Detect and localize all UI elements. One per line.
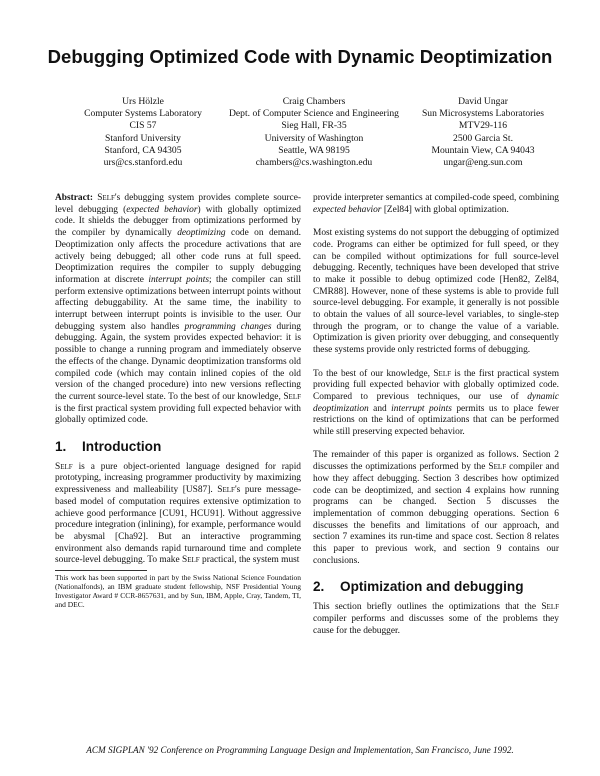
body-paragraph: The remainder of this paper is organized as follows. Section 2 discusses the optimizations performed by the Self compiler and how they affect debugging. Section 3 describes how optimized code can be deoptimized, and section 4 explains how running programs can be changed. Section 5 discusses the implementation of common debugging operations. Section 6 discusses the benefits and limitations of our approach, and section 7 examines its run-time and space cost. Section 8 relates this paper to previous work, and section 9 contains our conclusions.: [313, 450, 560, 566]
author-email: urs@cs.stanford.edu: [103, 157, 183, 169]
author-address: 2500 Garcia St.: [453, 132, 513, 144]
author-email: chambers@cs.washington.edu: [255, 157, 373, 169]
author-affiliation: Computer Systems Laboratory: [84, 108, 202, 120]
intro-paragraph: Self is a pure object-oriented language designed for rapid prototyping, increasing programmer productivity by maximizing expressiveness and malleability [US87]. Self's pure message-based model of computation requires extensive optimization to achieve good performance [CU91, HCU91]. Without aggressive procedure integration (inlining), for example, performance would be abysmal [Cha92]. But an interactive programming environment also demands rapid turnaround time and complete source-level debugging. To make Self practical, the system must: [55, 461, 301, 566]
self-name: Self: [182, 555, 200, 566]
author-address: Sieg Hall, FR-35: [281, 120, 347, 132]
author-affiliation: Dept. of Computer Science and Engineering: [229, 108, 399, 120]
body-paragraph: This section briefly outlines the optimizations that the Self compiler performs and discusses some of the problems they cause for the debugger.: [313, 602, 559, 636]
author-email: ungar@eng.sun.com: [443, 157, 523, 169]
author-address: University of Washington: [264, 132, 364, 144]
self-name: Self: [488, 462, 507, 473]
author-address: MTV29-116: [458, 120, 508, 132]
body-paragraph: provide interpreter semantics at compiled-code speed, combining expected behavior [Zel84] with global optimization.: [313, 193, 559, 215]
author-name: Craig Chambers: [282, 96, 346, 107]
body-paragraph: Most existing systems do not support the debugging of optimized code. Programs can either be optimized for full speed, or they can be compiled without optimizations for full source-level debugging. Recently, techniques have been developed that strive to make it possible to debug optimized code [Hen82, Zel84, CMR88]. However, none of these systems is able to provide full source-level debugging. For example, it generally is not possible to obtain the values of all source-level variables, to single-step through the program, or to change the value of a variable. Optimization is given priority over debugging, and consequently these systems provide only restricted forms of debugging.: [313, 228, 559, 356]
author-address: Stanford University: [105, 132, 181, 144]
author-address: Mountain View, CA 94043: [431, 144, 535, 156]
right-column: [313, 193, 559, 637]
author-address: Stanford, CA 94305: [104, 144, 182, 156]
author-name: David Ungar: [458, 96, 508, 107]
left-column: [55, 193, 301, 621]
self-name: Self: [217, 485, 235, 496]
footnote: This work has been supported in part by the Swiss National Science Foundation (Nationalfonds), an IBM graduate student fellowship, NSF Presidential Young Investigator Award # CCR-8657631, and by Sun, IBM, Apple, Cray, Tandem, TI, and DEC.: [55, 573, 301, 610]
author-address: CIS 57: [129, 120, 157, 132]
author-block-ungar: [398, 96, 568, 169]
self-name: Self: [433, 368, 452, 379]
self-name: Self: [97, 193, 115, 203]
self-name: Self: [55, 461, 73, 472]
conference-footer: ACM SIGPLAN '92 Conference on Programming Language Design and Implementation, San Francisco, June 1992.: [86, 745, 514, 755]
author-address: Seattle, WA 98195: [278, 144, 350, 156]
abstract: Abstract: Self's debugging system provides complete source-level debugging (expected behavior) with globally optimized code. It shields the debugger from optimizations performed by the compiler by dynamically deoptimizing code on demand. Deoptimization only affects the procedure activations that are actively being debugged; all other code runs at full speed. Deoptimization requires the compiler to supply debugging information at discrete interrupt points; the compiler can still perform extensive optimizations between interrupt points without affecting debuggability. At the same time, the inability to interrupt between interrupt points is invisible to the user. Our debugging system also handles programming changes during debugging. Again, the system provides expected behavior: it is possible to change a running program and immediately observe the effects of the change. Dynamic deoptimization transforms old compiled code (which may contain inlined copies of the old version of the changed procedure) into new versions reflecting the current source-level state. To the best of our knowledge, Self is the first practical system providing full expected behavior with globally optimized code.: [55, 193, 301, 426]
section-heading-optimization: 2. Optimization and debugging: [313, 579, 524, 595]
self-name: Self: [541, 602, 559, 613]
author-block-chambers: [228, 96, 400, 169]
abstract-label: Abstract:: [55, 193, 94, 203]
author-name: Urs Hölzle: [122, 96, 164, 107]
footnote-divider: [55, 570, 147, 571]
self-name: Self: [283, 391, 301, 402]
section-heading-introduction: 1. Introduction: [55, 439, 162, 455]
paper-title: Debugging Optimized Code with Dynamic Deoptimization: [47, 46, 553, 67]
body-paragraph: To the best of our knowledge, Self is the first practical system providing full expected behavior with globally optimized code. Compared to previous techniques, our use of dynamic deoptimization and interrupt points permits us to place fewer restrictions on the kind of optimizations that can be performed while still preserving expected behavior.: [313, 368, 559, 438]
author-block-holzle: [58, 96, 228, 169]
author-affiliation: Sun Microsystems Laboratories: [421, 108, 545, 120]
